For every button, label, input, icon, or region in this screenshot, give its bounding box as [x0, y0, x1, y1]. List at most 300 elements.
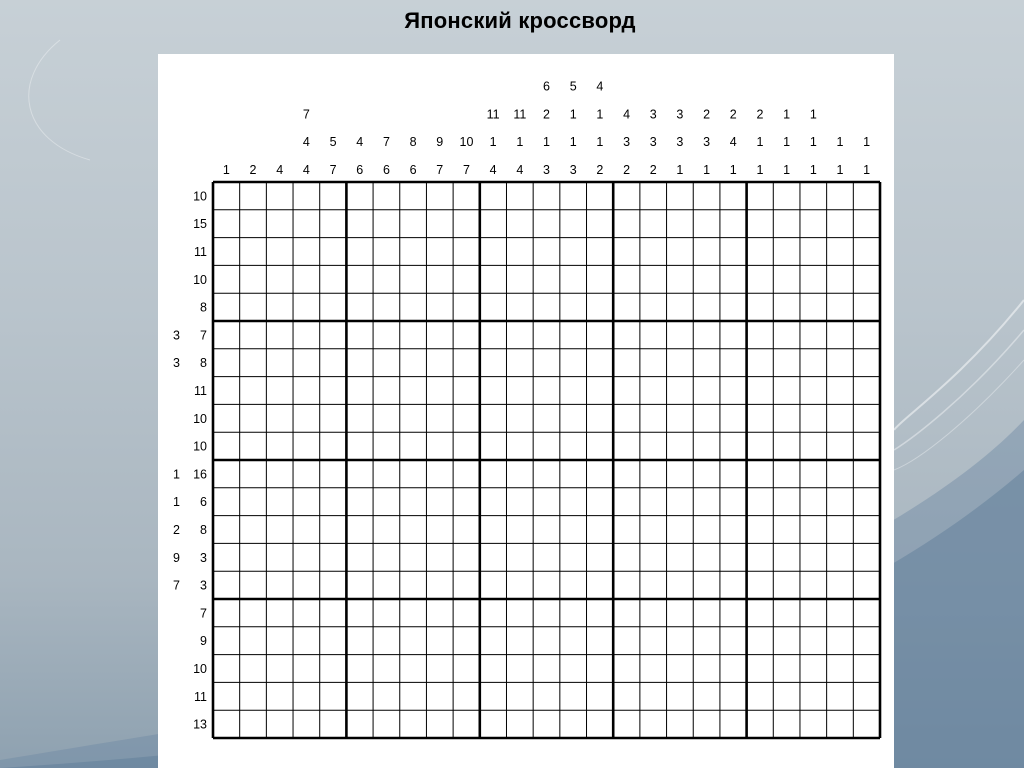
grid-cell[interactable]: [346, 488, 373, 516]
grid-cell[interactable]: [240, 238, 267, 266]
grid-cell[interactable]: [640, 377, 667, 405]
grid-cell[interactable]: [506, 682, 533, 710]
grid-cell[interactable]: [293, 599, 320, 627]
grid-cell[interactable]: [240, 349, 267, 377]
grid-cell[interactable]: [426, 210, 453, 238]
grid-cell[interactable]: [426, 404, 453, 432]
grid-cell[interactable]: [400, 682, 427, 710]
grid-cell[interactable]: [747, 655, 774, 683]
grid-cell[interactable]: [667, 210, 694, 238]
grid-cell[interactable]: [400, 349, 427, 377]
grid-cell[interactable]: [293, 265, 320, 293]
grid-cell[interactable]: [560, 460, 587, 488]
grid-cell[interactable]: [506, 349, 533, 377]
grid-cell[interactable]: [293, 321, 320, 349]
grid-cell[interactable]: [827, 655, 854, 683]
grid-cell[interactable]: [667, 682, 694, 710]
grid-cell[interactable]: [453, 516, 480, 544]
grid-cell[interactable]: [373, 265, 400, 293]
grid-cell[interactable]: [827, 432, 854, 460]
grid-cell[interactable]: [773, 460, 800, 488]
grid-cell[interactable]: [426, 710, 453, 738]
grid-cell[interactable]: [693, 377, 720, 405]
grid-cell[interactable]: [640, 571, 667, 599]
grid-cell[interactable]: [373, 682, 400, 710]
grid-cell[interactable]: [453, 404, 480, 432]
grid-cell[interactable]: [346, 710, 373, 738]
grid-cell[interactable]: [613, 182, 640, 210]
grid-cell[interactable]: [800, 599, 827, 627]
grid-cell[interactable]: [853, 321, 880, 349]
grid-cell[interactable]: [747, 432, 774, 460]
grid-cell[interactable]: [560, 627, 587, 655]
grid-cell[interactable]: [453, 377, 480, 405]
grid-cell[interactable]: [400, 516, 427, 544]
grid-cell[interactable]: [320, 710, 347, 738]
grid-cell[interactable]: [480, 571, 507, 599]
grid-cell[interactable]: [533, 349, 560, 377]
grid-cell[interactable]: [533, 682, 560, 710]
grid-cell[interactable]: [693, 349, 720, 377]
grid-cell[interactable]: [640, 349, 667, 377]
grid-cell[interactable]: [640, 599, 667, 627]
grid-cell[interactable]: [853, 238, 880, 266]
grid-cell[interactable]: [533, 627, 560, 655]
grid-cell[interactable]: [853, 377, 880, 405]
grid-cell[interactable]: [346, 460, 373, 488]
grid-cell[interactable]: [480, 265, 507, 293]
grid-cell[interactable]: [720, 682, 747, 710]
grid-cell[interactable]: [533, 293, 560, 321]
grid-cell[interactable]: [266, 404, 293, 432]
grid-cell[interactable]: [640, 293, 667, 321]
grid-cell[interactable]: [533, 460, 560, 488]
grid-cell[interactable]: [506, 182, 533, 210]
grid-cell[interactable]: [720, 627, 747, 655]
grid-cell[interactable]: [560, 571, 587, 599]
grid-cell[interactable]: [587, 321, 614, 349]
grid-cell[interactable]: [773, 293, 800, 321]
grid-cell[interactable]: [453, 627, 480, 655]
grid-cell[interactable]: [853, 516, 880, 544]
grid-cell[interactable]: [320, 682, 347, 710]
grid-cell[interactable]: [667, 488, 694, 516]
grid-cell[interactable]: [346, 682, 373, 710]
grid-cell[interactable]: [240, 432, 267, 460]
grid-cell[interactable]: [613, 210, 640, 238]
grid-cell[interactable]: [587, 238, 614, 266]
grid-cell[interactable]: [773, 321, 800, 349]
grid-cell[interactable]: [346, 238, 373, 266]
grid-cell[interactable]: [720, 349, 747, 377]
grid-cell[interactable]: [667, 460, 694, 488]
grid-cell[interactable]: [320, 265, 347, 293]
grid-cell[interactable]: [693, 210, 720, 238]
grid-cell[interactable]: [533, 516, 560, 544]
grid-cell[interactable]: [240, 488, 267, 516]
grid-cell[interactable]: [667, 599, 694, 627]
grid-cell[interactable]: [640, 238, 667, 266]
grid-cell[interactable]: [213, 543, 240, 571]
grid-cell[interactable]: [266, 349, 293, 377]
grid-cell[interactable]: [506, 488, 533, 516]
grid-cell[interactable]: [853, 571, 880, 599]
grid-cell[interactable]: [426, 488, 453, 516]
grid-cell[interactable]: [453, 488, 480, 516]
grid-cell[interactable]: [506, 432, 533, 460]
grid-cell[interactable]: [747, 293, 774, 321]
grid-cell[interactable]: [346, 627, 373, 655]
grid-cell[interactable]: [747, 182, 774, 210]
grid-cell[interactable]: [346, 349, 373, 377]
grid-cell[interactable]: [240, 543, 267, 571]
grid-cell[interactable]: [640, 404, 667, 432]
grid-cell[interactable]: [613, 627, 640, 655]
grid-cell[interactable]: [720, 238, 747, 266]
grid-cell[interactable]: [480, 682, 507, 710]
grid-cell[interactable]: [400, 710, 427, 738]
grid-cell[interactable]: [240, 571, 267, 599]
grid-cell[interactable]: [640, 432, 667, 460]
grid-cell[interactable]: [480, 488, 507, 516]
grid-cell[interactable]: [293, 543, 320, 571]
grid-cell[interactable]: [400, 404, 427, 432]
grid-cell[interactable]: [320, 238, 347, 266]
grid-cell[interactable]: [320, 571, 347, 599]
grid-cell[interactable]: [800, 460, 827, 488]
grid-cell[interactable]: [747, 321, 774, 349]
grid-cell[interactable]: [773, 655, 800, 683]
grid-cell[interactable]: [720, 488, 747, 516]
grid-cell[interactable]: [480, 321, 507, 349]
grid-cell[interactable]: [533, 488, 560, 516]
grid-cell[interactable]: [266, 182, 293, 210]
grid-cell[interactable]: [293, 655, 320, 683]
grid-cell[interactable]: [480, 432, 507, 460]
grid-cell[interactable]: [613, 349, 640, 377]
grid-cell[interactable]: [320, 488, 347, 516]
grid-cell[interactable]: [667, 571, 694, 599]
grid-cell[interactable]: [213, 460, 240, 488]
grid-cell[interactable]: [320, 432, 347, 460]
grid-cell[interactable]: [426, 238, 453, 266]
grid-cell[interactable]: [827, 377, 854, 405]
grid-cell[interactable]: [266, 655, 293, 683]
grid-cell[interactable]: [320, 321, 347, 349]
grid-cell[interactable]: [453, 543, 480, 571]
grid-cell[interactable]: [266, 543, 293, 571]
grid-cell[interactable]: [453, 571, 480, 599]
grid-cell[interactable]: [827, 710, 854, 738]
grid-cell[interactable]: [373, 516, 400, 544]
grid-cell[interactable]: [240, 710, 267, 738]
grid-cell[interactable]: [667, 182, 694, 210]
grid-cell[interactable]: [320, 460, 347, 488]
grid-cell[interactable]: [533, 182, 560, 210]
grid-cell[interactable]: [533, 543, 560, 571]
grid-cell[interactable]: [853, 293, 880, 321]
grid-cell[interactable]: [587, 210, 614, 238]
grid-cell[interactable]: [480, 293, 507, 321]
grid-cell[interactable]: [213, 599, 240, 627]
grid-cell[interactable]: [613, 599, 640, 627]
grid-cell[interactable]: [266, 599, 293, 627]
grid-cell[interactable]: [346, 599, 373, 627]
grid-cell[interactable]: [640, 210, 667, 238]
grid-cell[interactable]: [453, 710, 480, 738]
grid-cell[interactable]: [293, 349, 320, 377]
grid-cell[interactable]: [853, 682, 880, 710]
grid-cell[interactable]: [773, 682, 800, 710]
grid-cell[interactable]: [667, 627, 694, 655]
grid-cell[interactable]: [667, 349, 694, 377]
grid-cell[interactable]: [853, 432, 880, 460]
grid-cell[interactable]: [240, 265, 267, 293]
grid-cell[interactable]: [320, 516, 347, 544]
grid-cell[interactable]: [827, 627, 854, 655]
grid-cell[interactable]: [533, 238, 560, 266]
grid-cell[interactable]: [587, 404, 614, 432]
grid-cell[interactable]: [213, 488, 240, 516]
grid-cell[interactable]: [693, 321, 720, 349]
grid-cell[interactable]: [533, 377, 560, 405]
grid-cell[interactable]: [693, 238, 720, 266]
grid-cell[interactable]: [320, 404, 347, 432]
grid-cell[interactable]: [240, 404, 267, 432]
grid-cell[interactable]: [613, 432, 640, 460]
grid-cell[interactable]: [293, 293, 320, 321]
grid-cell[interactable]: [613, 488, 640, 516]
grid-cell[interactable]: [293, 710, 320, 738]
grid-cell[interactable]: [747, 682, 774, 710]
grid-cell[interactable]: [640, 710, 667, 738]
grid-cell[interactable]: [747, 710, 774, 738]
grid-cell[interactable]: [480, 349, 507, 377]
grid-cell[interactable]: [587, 571, 614, 599]
grid-cell[interactable]: [800, 238, 827, 266]
grid-cell[interactable]: [533, 571, 560, 599]
grid-cell[interactable]: [720, 460, 747, 488]
grid-cell[interactable]: [693, 293, 720, 321]
grid-cell[interactable]: [667, 238, 694, 266]
grid-cell[interactable]: [587, 682, 614, 710]
grid-cell[interactable]: [853, 710, 880, 738]
grid-cell[interactable]: [800, 404, 827, 432]
grid-cell[interactable]: [747, 627, 774, 655]
grid-cell[interactable]: [293, 460, 320, 488]
grid-cell[interactable]: [266, 238, 293, 266]
grid-cell[interactable]: [506, 516, 533, 544]
grid-cell[interactable]: [693, 182, 720, 210]
grid-cell[interactable]: [480, 516, 507, 544]
grid-cell[interactable]: [240, 182, 267, 210]
grid-cell[interactable]: [747, 599, 774, 627]
grid-cell[interactable]: [480, 627, 507, 655]
grid-cell[interactable]: [747, 238, 774, 266]
grid-cell[interactable]: [320, 293, 347, 321]
grid-cell[interactable]: [667, 710, 694, 738]
grid-cell[interactable]: [426, 599, 453, 627]
grid-cell[interactable]: [853, 627, 880, 655]
grid-cell[interactable]: [587, 516, 614, 544]
grid-cell[interactable]: [533, 710, 560, 738]
grid-cell[interactable]: [667, 377, 694, 405]
grid-cell[interactable]: [773, 488, 800, 516]
grid-cell[interactable]: [213, 265, 240, 293]
grid-cell[interactable]: [400, 321, 427, 349]
grid-cell[interactable]: [587, 543, 614, 571]
grid-cell[interactable]: [747, 460, 774, 488]
grid-cell[interactable]: [640, 516, 667, 544]
grid-cell[interactable]: [480, 710, 507, 738]
grid-cell[interactable]: [800, 543, 827, 571]
grid-cell[interactable]: [853, 460, 880, 488]
grid-cell[interactable]: [240, 293, 267, 321]
grid-cell[interactable]: [720, 599, 747, 627]
grid-cell[interactable]: [613, 710, 640, 738]
grid-cell[interactable]: [480, 238, 507, 266]
grid-cell[interactable]: [747, 404, 774, 432]
grid-cell[interactable]: [453, 432, 480, 460]
grid-cell[interactable]: [533, 210, 560, 238]
grid-cell[interactable]: [426, 321, 453, 349]
grid-cell[interactable]: [346, 404, 373, 432]
grid-cell[interactable]: [240, 460, 267, 488]
grid-cell[interactable]: [560, 321, 587, 349]
grid-cell[interactable]: [720, 655, 747, 683]
grid-cell[interactable]: [533, 432, 560, 460]
grid-cell[interactable]: [213, 238, 240, 266]
grid-cell[interactable]: [320, 655, 347, 683]
grid-cell[interactable]: [773, 432, 800, 460]
grid-cell[interactable]: [346, 293, 373, 321]
grid-cell[interactable]: [240, 377, 267, 405]
grid-cell[interactable]: [213, 349, 240, 377]
grid-cell[interactable]: [827, 599, 854, 627]
grid-cell[interactable]: [453, 265, 480, 293]
grid-cell[interactable]: [400, 377, 427, 405]
grid-cell[interactable]: [613, 682, 640, 710]
grid-cell[interactable]: [213, 432, 240, 460]
grid-cell[interactable]: [560, 655, 587, 683]
grid-cell[interactable]: [720, 321, 747, 349]
grid-cell[interactable]: [293, 516, 320, 544]
grid-cell[interactable]: [613, 238, 640, 266]
grid-cell[interactable]: [266, 377, 293, 405]
grid-cell[interactable]: [480, 210, 507, 238]
grid-cell[interactable]: [346, 265, 373, 293]
grid-cell[interactable]: [853, 210, 880, 238]
grid-cell[interactable]: [773, 543, 800, 571]
grid-cell[interactable]: [373, 293, 400, 321]
grid-cell[interactable]: [506, 377, 533, 405]
grid-cell[interactable]: [426, 377, 453, 405]
grid-cell[interactable]: [720, 432, 747, 460]
grid-cell[interactable]: [747, 349, 774, 377]
grid-cell[interactable]: [587, 627, 614, 655]
grid-cell[interactable]: [266, 627, 293, 655]
grid-cell[interactable]: [480, 543, 507, 571]
grid-cell[interactable]: [827, 571, 854, 599]
grid-cell[interactable]: [827, 488, 854, 516]
grid-cell[interactable]: [827, 349, 854, 377]
grid-cell[interactable]: [346, 655, 373, 683]
grid-cell[interactable]: [720, 377, 747, 405]
grid-cell[interactable]: [560, 404, 587, 432]
grid-cell[interactable]: [213, 682, 240, 710]
grid-cell[interactable]: [346, 377, 373, 405]
grid-cell[interactable]: [453, 321, 480, 349]
grid-cell[interactable]: [800, 293, 827, 321]
grid-cell[interactable]: [720, 404, 747, 432]
grid-cell[interactable]: [400, 182, 427, 210]
grid-cell[interactable]: [667, 432, 694, 460]
grid-cell[interactable]: [453, 293, 480, 321]
grid-cell[interactable]: [640, 265, 667, 293]
grid-cell[interactable]: [773, 349, 800, 377]
grid-cell[interactable]: [400, 599, 427, 627]
grid-cell[interactable]: [320, 599, 347, 627]
grid-cell[interactable]: [560, 599, 587, 627]
grid-cell[interactable]: [587, 293, 614, 321]
grid-cell[interactable]: [720, 293, 747, 321]
grid-cell[interactable]: [720, 516, 747, 544]
grid-cell[interactable]: [667, 293, 694, 321]
grid-cell[interactable]: [320, 210, 347, 238]
grid-cell[interactable]: [426, 265, 453, 293]
grid-cell[interactable]: [773, 516, 800, 544]
grid-cell[interactable]: [560, 682, 587, 710]
grid-cell[interactable]: [613, 293, 640, 321]
grid-cell[interactable]: [800, 682, 827, 710]
grid-cell[interactable]: [320, 377, 347, 405]
grid-cell[interactable]: [213, 571, 240, 599]
grid-cell[interactable]: [426, 627, 453, 655]
grid-cell[interactable]: [587, 182, 614, 210]
grid-cell[interactable]: [453, 182, 480, 210]
grid-cell[interactable]: [213, 627, 240, 655]
grid-cell[interactable]: [480, 182, 507, 210]
grid-cell[interactable]: [533, 599, 560, 627]
grid-cell[interactable]: [587, 265, 614, 293]
grid-cell[interactable]: [373, 349, 400, 377]
grid-cell[interactable]: [240, 516, 267, 544]
grid-cell[interactable]: [346, 516, 373, 544]
grid-cell[interactable]: [800, 182, 827, 210]
grid-cell[interactable]: [320, 543, 347, 571]
grid-cell[interactable]: [373, 432, 400, 460]
grid-cell[interactable]: [587, 349, 614, 377]
grid-cell[interactable]: [560, 349, 587, 377]
grid-cell[interactable]: [693, 488, 720, 516]
grid-cell[interactable]: [640, 460, 667, 488]
grid-cell[interactable]: [213, 710, 240, 738]
grid-cell[interactable]: [640, 543, 667, 571]
grid-cell[interactable]: [747, 265, 774, 293]
grid-cell[interactable]: [373, 488, 400, 516]
grid-cell[interactable]: [480, 460, 507, 488]
grid-cell[interactable]: [293, 404, 320, 432]
grid-cell[interactable]: [560, 265, 587, 293]
grid-cell[interactable]: [266, 265, 293, 293]
grid-cell[interactable]: [346, 571, 373, 599]
grid-cell[interactable]: [693, 627, 720, 655]
grid-cell[interactable]: [400, 238, 427, 266]
grid-cell[interactable]: [640, 321, 667, 349]
grid-cell[interactable]: [800, 516, 827, 544]
grid-cell[interactable]: [533, 321, 560, 349]
grid-cell[interactable]: [506, 210, 533, 238]
